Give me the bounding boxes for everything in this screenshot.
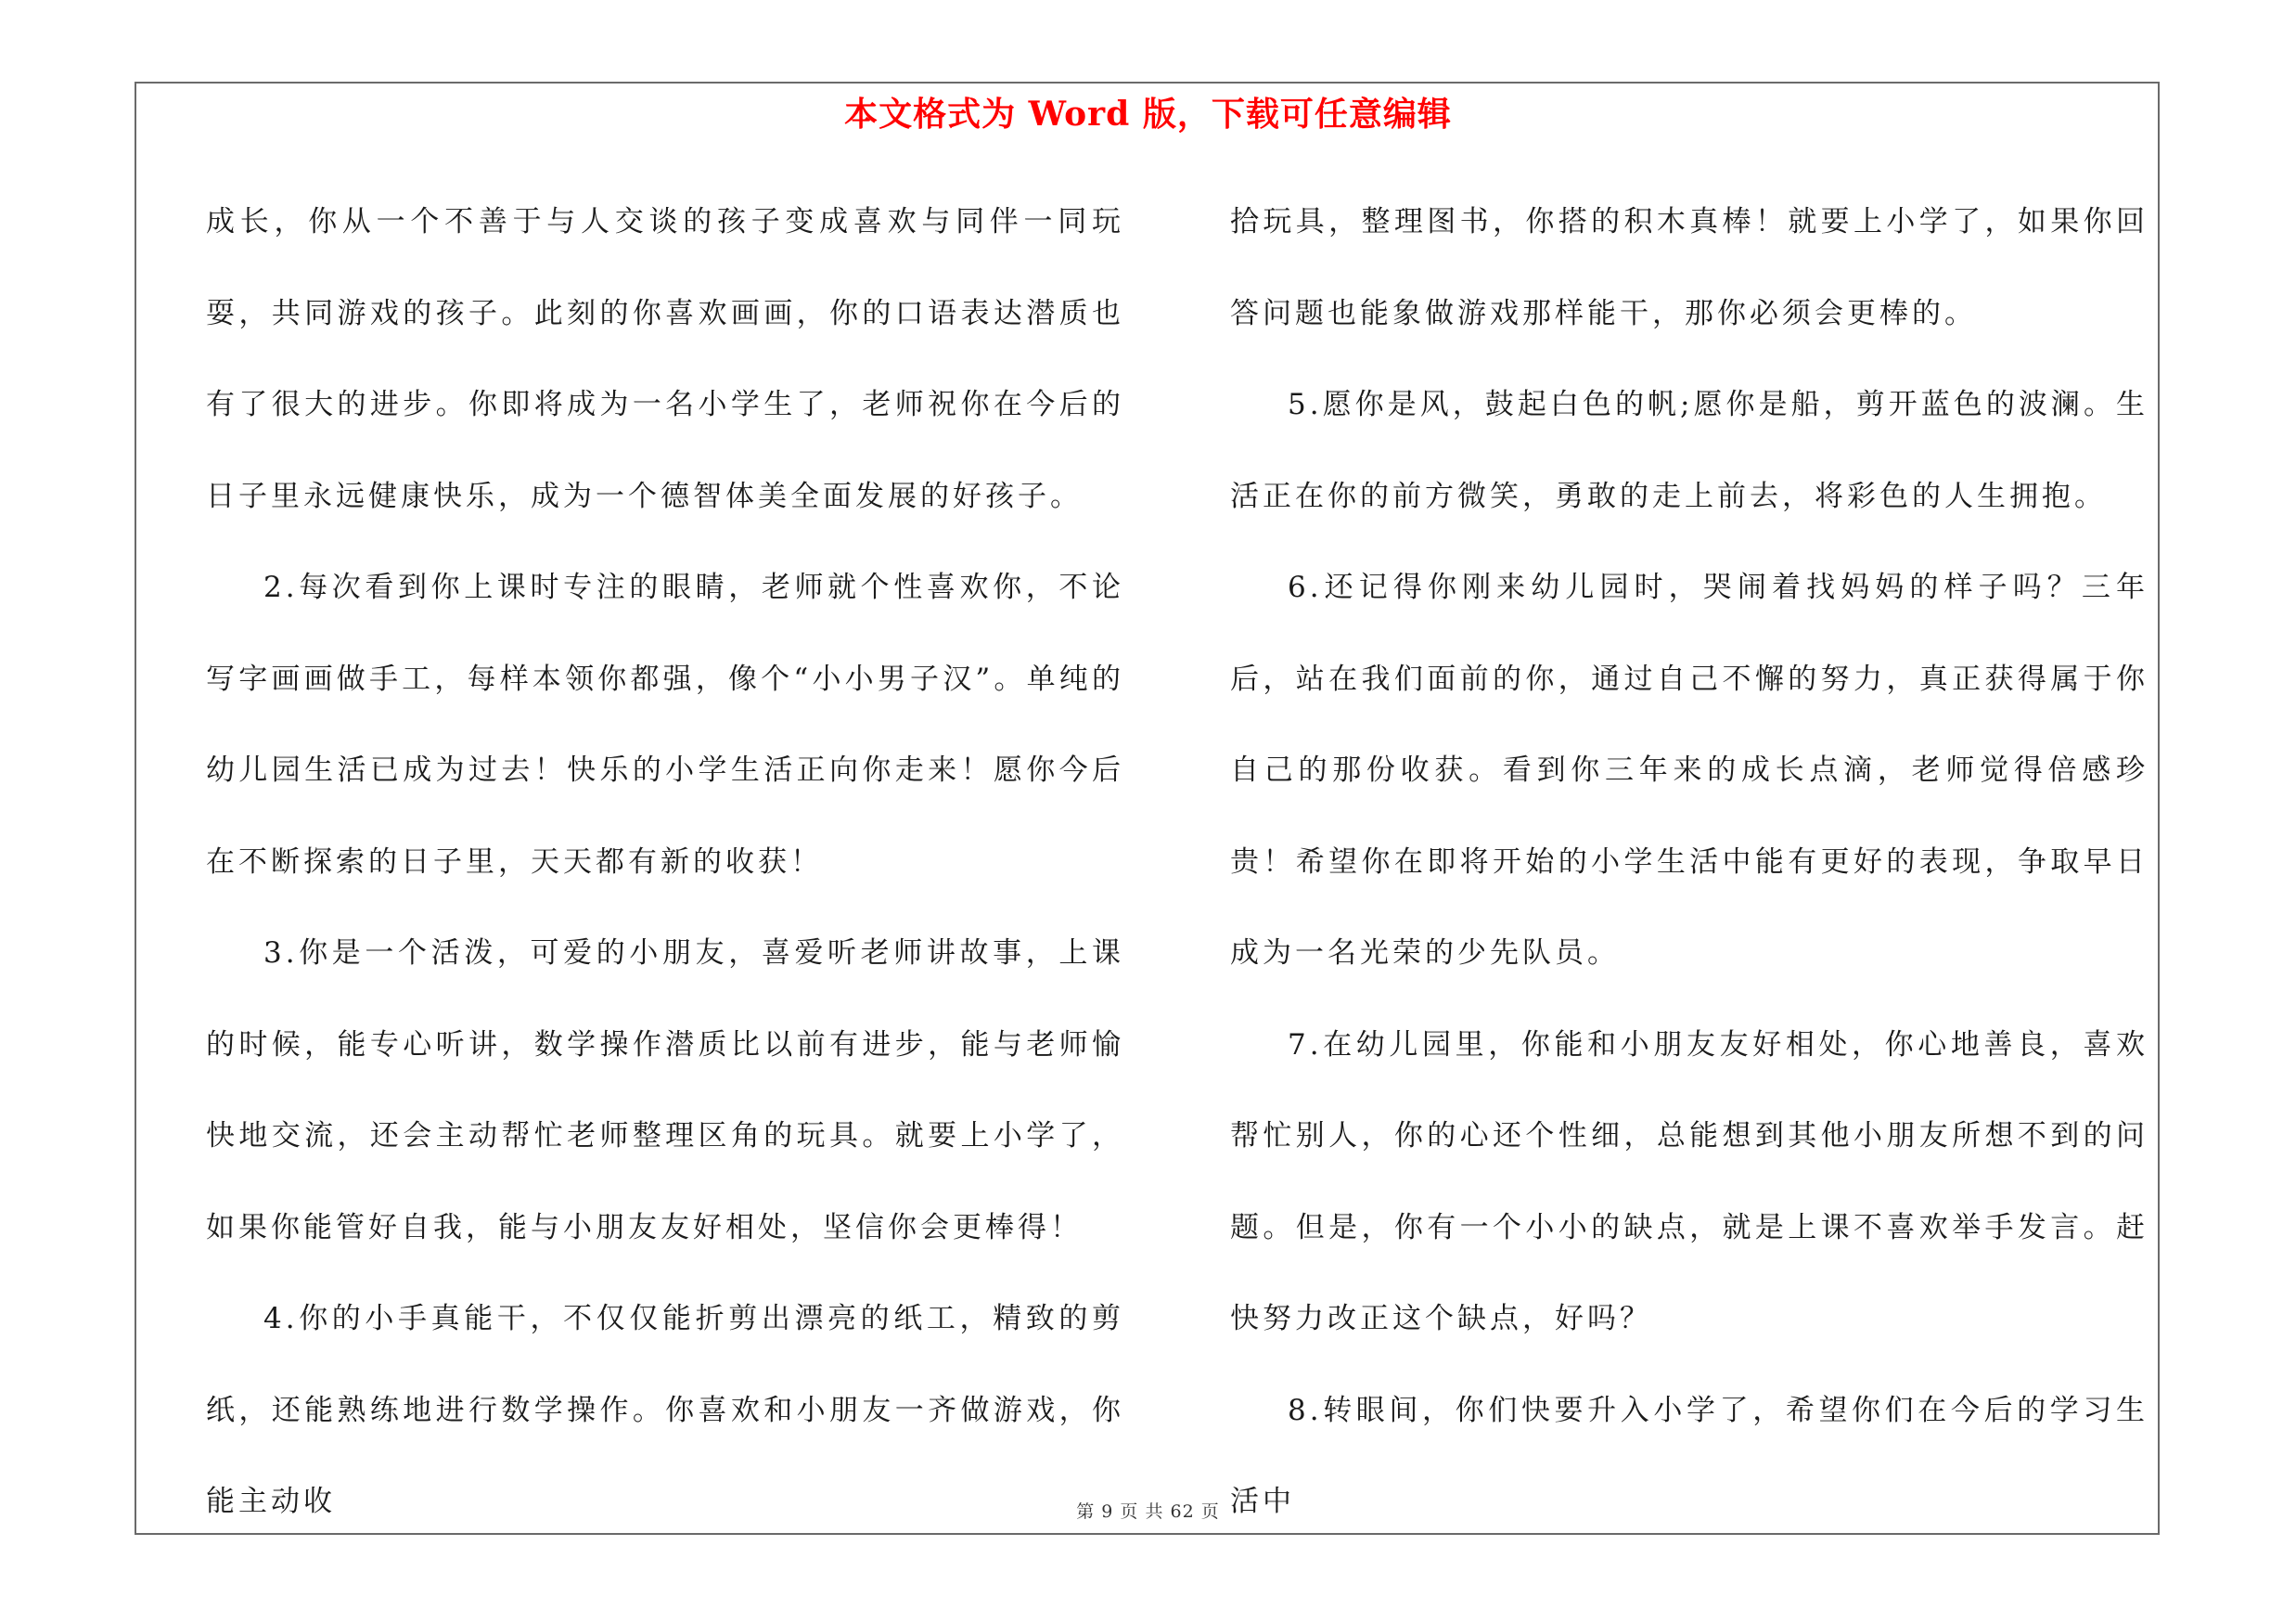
- word-format-notice: 本文格式为 Word 版，下载可任意编辑: [844, 95, 1452, 134]
- paragraph-4: 4.你的小手真能干，不仅仅能折剪出漂亮的纸工，精致的剪纸，还能熟练地进行数学操作。你喜欢和小朋友一齐做游戏，你能主动收: [206, 1302, 1124, 1518]
- paragraph-4-continued: 拾玩具，整理图书，你搭的积木真棒！就要上小学了，如果你回答问题也能象做游戏那样能干，那你必须会更棒的。: [1230, 205, 2148, 330]
- paragraph-8: 8.转眼间，你们快要升入小学了，希望你们在今后的学习生活中: [1230, 1393, 2148, 1518]
- paragraph-1-continued: 成长，你从一个不善于与人交谈的孩子变成喜欢与同伴一同玩耍，共同游戏的孩子。此刻的你喜欢画画，你的口语表达潜质也有了很大的进步。你即将成为一名小学生了，老师祝你在今后的日子里永远健康快乐，成为一个德智体美全面发展的好孩子。: [206, 205, 1124, 513]
- paragraph-3: 3.你是一个活泼，可爱的小朋友，喜爱听老师讲故事，上课的时候，能专心听讲，数学操作潜质比以前有进步，能与老师愉快地交流，还会主动帮忙老师整理区角的玩具。就要上小学了，如果你能管好自我，能与小朋友友好相处，坚信你会更棒得！: [206, 936, 1124, 1244]
- page-number: 第 9 页 共 62 页: [1076, 1501, 1220, 1522]
- paragraph-6: 6.还记得你刚来幼儿园时，哭闹着找妈妈的样子吗？三年后，站在我们面前的你，通过自己不懈的努力，真正获得属于你自己的那份收获。看到你三年来的成长点滴，老师觉得倍感珍贵！希望你在即将开始的小学生活中能有更好的表现，争取早日成为一名光荣的少先队员。: [1230, 571, 2148, 970]
- paragraph-5: 5.愿你是风，鼓起白色的帆;愿你是船，剪开蓝色的波澜。生活正在你的前方微笑，勇敢的走上前去，将彩色的人生拥抱。: [1230, 388, 2148, 513]
- paragraph-7: 7.在幼儿园里，你能和小朋友友好相处，你心地善良，喜欢帮忙别人，你的心还个性细，总能想到其他小朋友所想不到的问题。但是，你有一个小小的缺点，就是上课不喜欢举手发言。赶快努力改正这个缺点，好吗？: [1230, 1027, 2148, 1335]
- right-column: [1230, 176, 2148, 1548]
- left-column: [206, 176, 1124, 1548]
- paragraph-2: 2.每次看到你上课时专注的眼睛，老师就个性喜欢你，不论写字画画做手工，每样本领你都强，像个“小小男子汉”。单纯的幼儿园生活已成为过去！快乐的小学生活正向你走来！愿你今后在不断探索的日子里，天天都有新的收获！: [206, 571, 1124, 879]
